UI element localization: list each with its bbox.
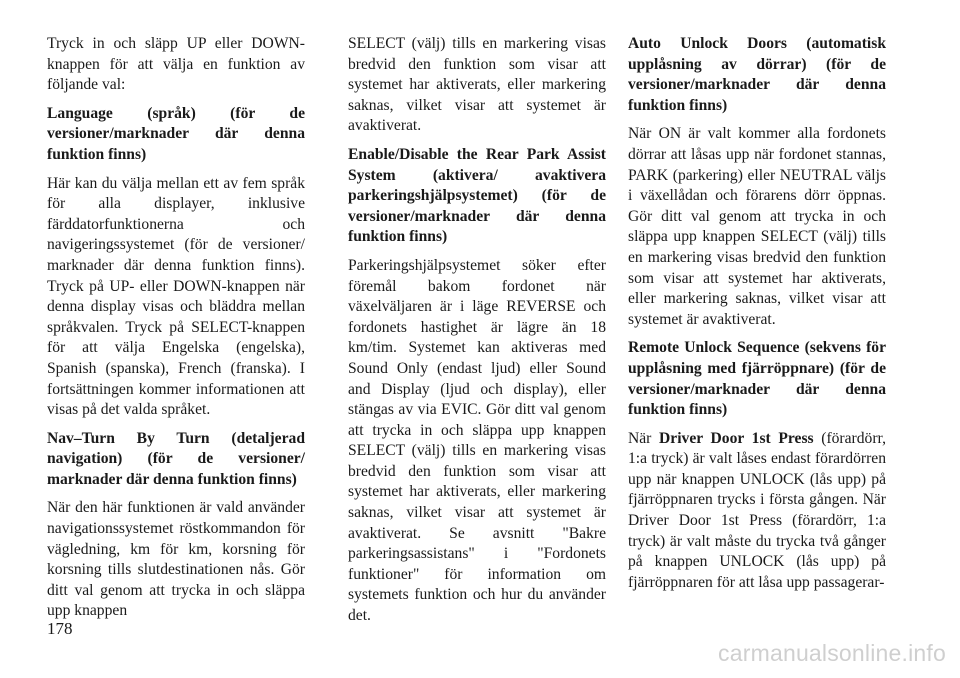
- remote-unlock-body-post: (förardörr, 1:a tryck) är valt låses endast förardörren upp när knappen UNLOCK (lås upp) på fjärröppnaren trycks i första gången. När Driver Door 1st Press (förardörr, 1:a tryck) är valt måste du trycka två gånger på knappen UNLOCK (lås upp) på fjärröppnaren för att låsa upp passagerar-: [628, 429, 886, 591]
- page-number: 178: [47, 619, 73, 638]
- remote-unlock-bold-term: Driver Door 1st Press: [659, 429, 814, 447]
- column-1: [47, 34, 305, 630]
- remote-unlock-body-pre: När: [628, 429, 660, 447]
- column-2: [348, 34, 606, 635]
- continued-paragraph: SELECT (välj) tills en markering visas bredvid den funktion som visar att systemet har aktiverats, eller markering saknas, vilket visar att systemet är avaktiverat.: [348, 35, 606, 135]
- nav-heading: Nav–Turn By Turn (detaljerad navigation) (för de versioner/ marknader där denna funktion finns): [47, 429, 305, 488]
- watermark-text: carmanualsonline.info: [718, 640, 946, 666]
- language-heading: Language (språk) (för de versioner/marknader där denna funktion finns): [47, 104, 305, 163]
- auto-unlock-heading: Auto Unlock Doors (automatisk upplåsning av dörrar) (för de versioner/marknader där denna funktion finns): [628, 35, 886, 114]
- nav-body: När den här funktionen är vald använder navigationssystemet röstkommandon för vägledning, km för km, korsning för korsning tills slutdestinationen nås. Gör ditt val genom att trycka in och släppa upp knappen: [47, 499, 305, 620]
- auto-unlock-body: När ON är valt kommer alla fordonets dörrar att låsas upp när fordonet stannas, PARK (parkering) eller NEUTRAL väljs i växellådan och förarens dörr öppnas. Gör ditt val genom att trycka in och släppa upp knappen SELECT (välj) tills en markering visas bredvid den funktion som visar att systemet har aktiverats, eller markering saknas, vilket visar att systemet är avaktiverat.: [628, 125, 886, 328]
- park-assist-heading: Enable/Disable the Rear Park Assist System (aktivera/ avaktivera parkeringshjälpsystemet) (för de versioner/marknader där denna funktion finns): [348, 145, 606, 246]
- column-3: [628, 34, 886, 601]
- remote-unlock-heading: Remote Unlock Sequence (sekvens för upplåsning med fjärröppnare) (för de versioner/marknader där denna funktion finns): [628, 339, 886, 419]
- remote-unlock-body: [628, 429, 886, 594]
- park-assist-body: Parkeringshjälpsystemet söker efter föremål bakom fordonet när växelväljaren är i läge REVERSE och fordonets hastighet är lägre än 18 km/tim. Systemet kan aktiveras med Sound Only (endast ljud) eller Sound and Display (ljud och display), eller stängas av via EVIC. Gör ditt val genom att trycka in och släppa upp knappen SELECT (välj) tills en markering visas bredvid den funktion som visar att systemet har aktiverats, eller markering saknas, vilket visar att systemet är avaktiverat. Se avsnitt "Bakre parkeringsassistans" i "Fordonets funktioner" för information om systemets funktion och hur du använder det.: [348, 256, 606, 625]
- language-body: Här kan du välja mellan ett av fem språk för alla displayer, inklusive färddatorfunktionerna och navigeringssystemet (för de versioner/ marknader där denna funktion finns). Tryck på UP- eller DOWN-knappen när denna display visas och bläddra mellan språkvalen. Tryck på SELECT-knappen för att välja Engelska (engelska), Spanish (spanska), French (franska). I fortsättningen kommer informationen att visas på det valda språket.: [47, 174, 305, 419]
- intro-paragraph: Tryck in och släpp UP eller DOWN-knappen för att välja en funktion av följande val:: [47, 35, 305, 94]
